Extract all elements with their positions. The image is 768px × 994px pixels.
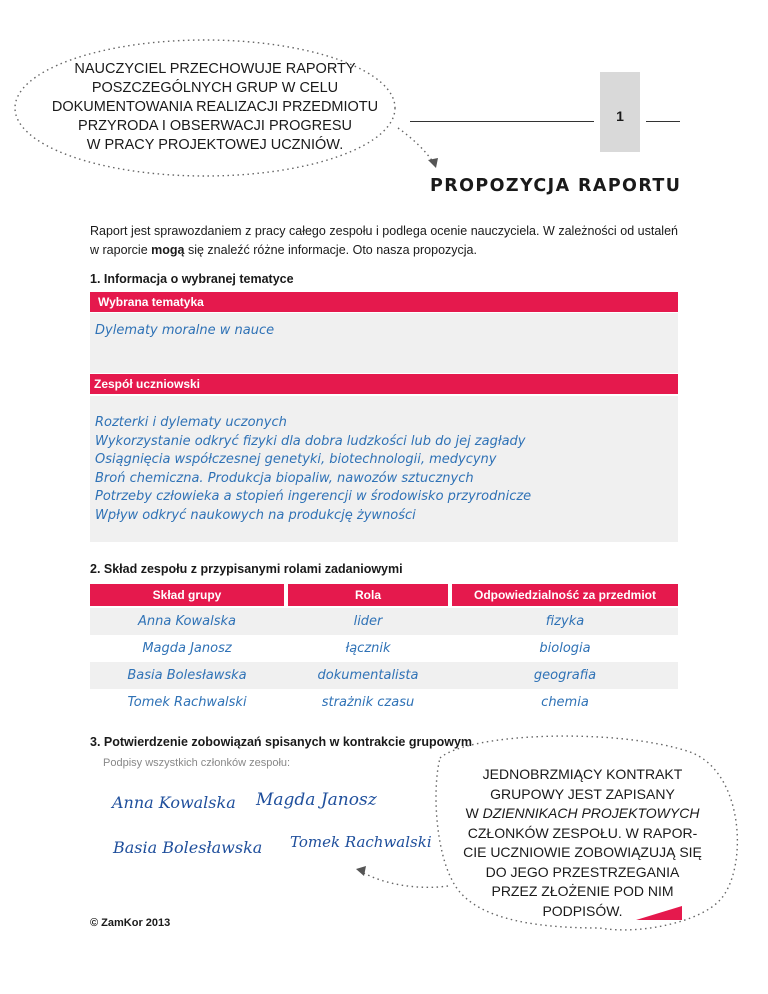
intro-text-1: Raport jest sprawozdaniem z pracy całego zespołu i podlega ocenie nauczyciela. W zależności od ustaleń w raporcie (90, 224, 678, 257)
table-cell-subject: fizyka (545, 614, 585, 629)
table-cell-role: strażnik czasu (321, 695, 415, 710)
intro-text-2: się znaleźć różne informacje. Oto nasza propozycja. (184, 243, 477, 257)
top-bubble-line-4: PRZYRODA I OBSERWACJI PROGRESU (78, 118, 352, 134)
section-3-heading: 3. Potwierdzenie zobowiązań spisanych w kontrakcie grupowym (90, 735, 473, 749)
table-header-role: Rola (288, 584, 448, 606)
team-label-bar: Zespół uczniowski (90, 374, 678, 394)
bottom-bubble-line-1: JEDNOBRZMIĄCY KONTRAKT (482, 766, 683, 782)
list-item: Osiągnięcia współczesnej genetyki, biotechnologii, medycyny (95, 452, 497, 467)
table-cell-role: lider (353, 614, 383, 629)
bottom-bubble-line-2: GRUPOWY JEST ZAPISANY (490, 785, 675, 802)
table-cell-role: dokumentalista (317, 668, 419, 683)
callout-arrow-head (356, 866, 366, 876)
bottom-bubble-line-8: PODPISÓW. (542, 902, 623, 919)
bottom-bubble-line-3-italic: DZIENNIKACH PROJEKTOWYCH (482, 805, 700, 821)
callout-arrow-line (362, 872, 448, 887)
list-item: Rozterki i dylematy uczonych (95, 415, 287, 430)
bottom-bubble-line-3 (455, 804, 710, 824)
bottom-bubble-text (455, 765, 710, 921)
signature-tomek: Tomek Rachwalski (290, 833, 432, 851)
table-cell-subject: geografia (533, 668, 597, 683)
signatures-label: Podpisy wszystkich członków zespołu: (103, 757, 291, 769)
copyright: © ZamKor 2013 (90, 917, 171, 929)
bottom-bubble-line-5: CIE UCZNIOWIE ZOBOWIĄZUJĄ SIĘ (463, 844, 702, 860)
list-item: Broń chemiczna. Produkcja biopaliw, nawozów sztucznych (95, 470, 474, 486)
table-header-subject: Odpowiedzialność za przedmiot (452, 584, 678, 606)
signature-basia: Basia Bolesławska (113, 838, 263, 857)
list-item: Potrzeby człowieka a stopień ingerencji w środowisko przyrodnicze (95, 489, 532, 504)
topic-label-bar: Wybrana tematyka (90, 292, 678, 312)
table-cell-name: Magda Janosz (142, 641, 232, 656)
table-cell-subject: biologia (539, 641, 591, 656)
signature-anna: Anna Kowalska (112, 793, 236, 812)
bottom-bubble-line-6: DO JEGO PRZESTRZEGANIA (485, 863, 680, 880)
bottom-bubble-line-7: PRZEZ ZŁOŻENIE POD NIM (491, 883, 674, 899)
bottom-bubble-line-3-prefix: W (465, 805, 483, 821)
table-cell-name: Anna Kowalska (138, 614, 236, 629)
top-bubble-line-3: DOKUMENTOWANIA REALIZACJI PRZEDMIOTU (51, 99, 379, 115)
list-item: Wykorzystanie odkryć fizyki dla dobra ludzkości lub do jej zagłady (95, 433, 526, 449)
topic-value: Dylematy moralne w nauce (95, 323, 275, 338)
table-header-group: Skład grupy (90, 584, 284, 606)
section-2-heading: 2. Skład zespołu z przypisanymi rolami zadaniowymi (90, 562, 403, 576)
intro-bold-word: mogą (151, 243, 185, 257)
top-bubble-line-5: W PRACY PROJEKTOWEJ UCZNIÓW. (86, 137, 344, 153)
table-cell-role: łącznik (345, 641, 391, 656)
bottom-bubble-line-4: CZŁONKÓW ZESPOŁU. W RAPOR- (467, 824, 698, 841)
top-bubble-line-1: NAUCZYCIEL PRZECHOWUJE RAPORTY (74, 61, 356, 77)
section-title: PROPOZYCJA RAPORTU (430, 176, 682, 196)
top-bubble-line-2: POSZCZEGÓLNYCH GRUP W CELU (91, 80, 339, 96)
list-item: Wpływ odkryć naukowych na produkcję żywności (95, 507, 416, 523)
table-cell-name: Basia Bolesławska (127, 668, 247, 683)
page-number: 1 (616, 108, 624, 124)
section-1-heading: 1. Informacja o wybranej tematyce (90, 272, 294, 286)
table-cell-name: Tomek Rachwalski (127, 695, 247, 710)
table-cell-subject: chemia (541, 695, 589, 710)
signature-magda: Magda Janosz (256, 790, 377, 810)
